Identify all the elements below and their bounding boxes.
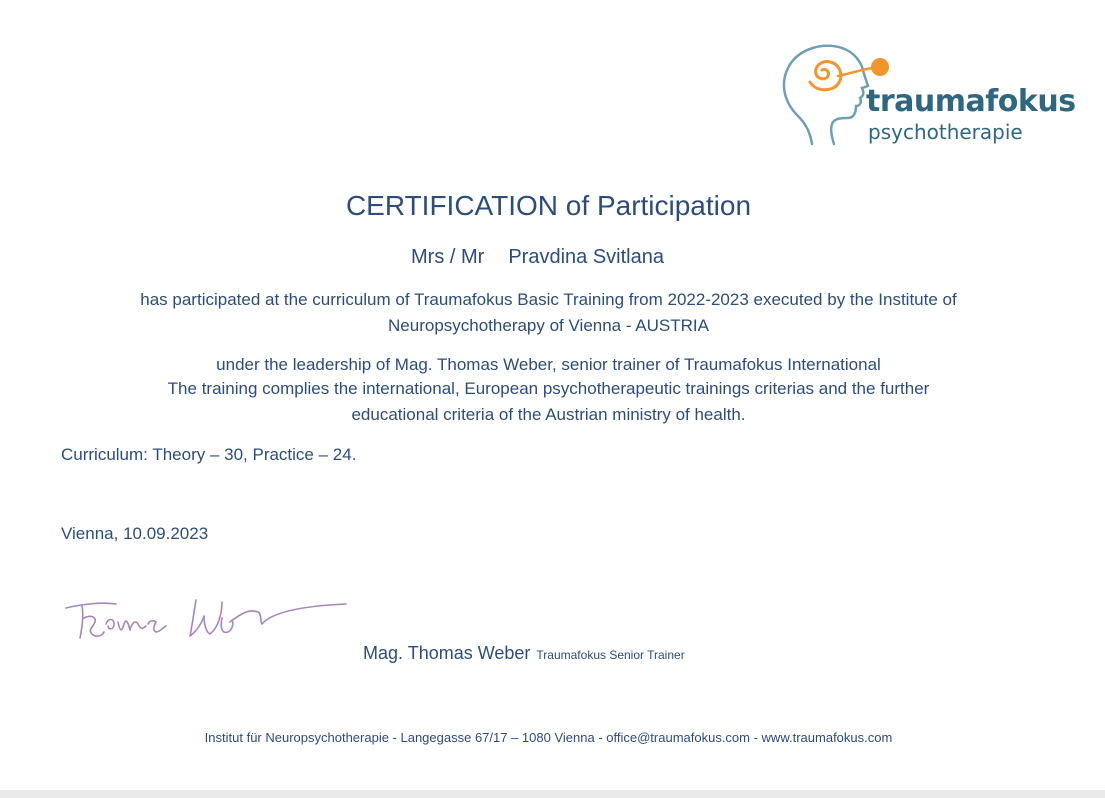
signer-role: Traumafokus Senior Trainer bbox=[536, 648, 685, 662]
leadership-statement bbox=[40, 353, 1057, 429]
participation-statement bbox=[40, 287, 1057, 339]
certificate-title: CERTIFICATION of Participation bbox=[345, 190, 752, 221]
bottom-edge bbox=[0, 790, 1105, 798]
participant-line bbox=[0, 246, 1075, 269]
leadership-line-1: under the leadership of Mag. Thomas Weber, senior trainer of Traumafokus International bbox=[216, 355, 881, 374]
handwritten-signature bbox=[62, 588, 352, 648]
salutation: Mrs / Mr bbox=[411, 246, 485, 268]
participation-line-2: Neuropsychotherapy of Vienna - AUSTRIA bbox=[388, 316, 709, 335]
traumafokus-logo bbox=[776, 40, 1076, 150]
place-and-date: Vienna, 10.09.2023 bbox=[61, 524, 209, 543]
signer-name: Mag. Thomas Weber bbox=[363, 643, 531, 663]
curriculum-hours: Curriculum: Theory – 30, Practice – 24. bbox=[61, 445, 357, 464]
logo-subtitle: psychotherapie bbox=[868, 120, 1023, 144]
footer-address: Institut für Neuropsychotherapie - Langegasse 67/17 – 1080 Vienna - office@traumafokus.com - www.traumafokus.com bbox=[204, 730, 893, 745]
leadership-line-3: educational criteria of the Austrian ministry of health. bbox=[351, 405, 746, 424]
signer-block bbox=[363, 643, 685, 664]
logo-wordmark: traumafokus bbox=[866, 84, 1076, 119]
participation-line-1: has participated at the curriculum of Traumafokus Basic Training from 2022-2023 executed by the Institute of bbox=[140, 290, 957, 309]
participant-name: Pravdina Svitlana bbox=[508, 246, 664, 268]
leadership-line-2: The training complies the international, European psychotherapeutic trainings criterias and the further bbox=[167, 379, 930, 398]
